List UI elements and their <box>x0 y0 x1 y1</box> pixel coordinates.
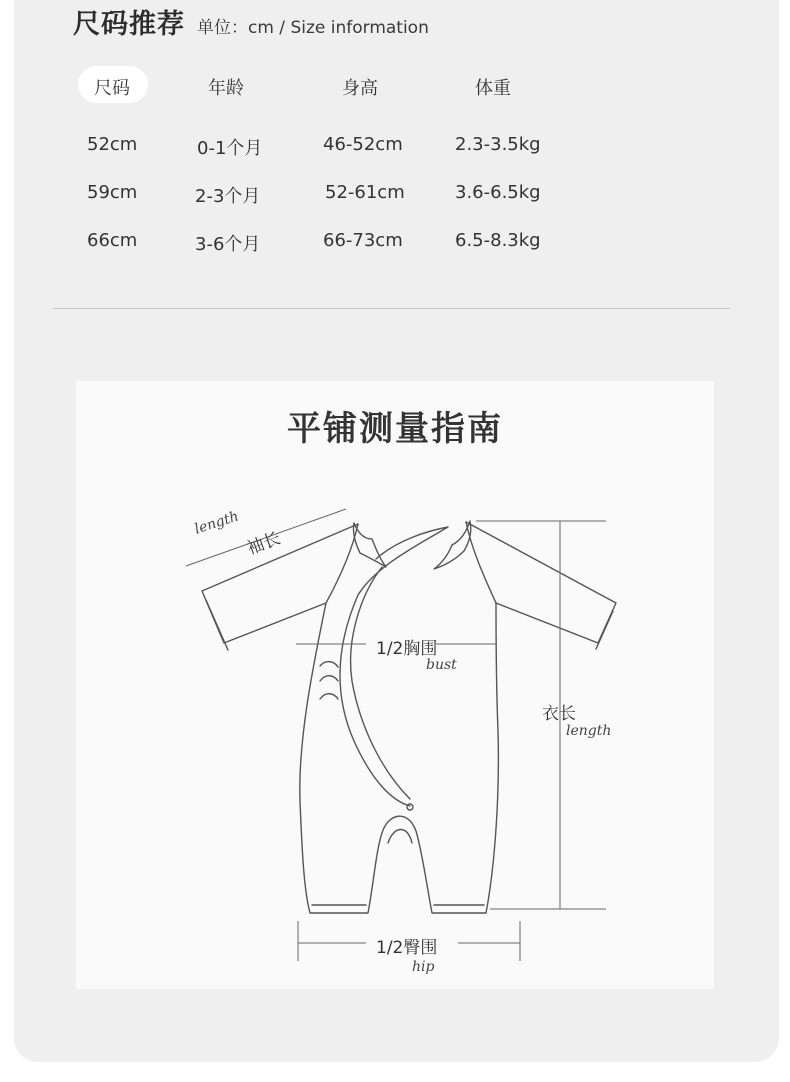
table-cell: 3.6-6.5kg <box>455 182 541 203</box>
sleeve-label: 袖长 <box>244 528 284 560</box>
sleeve-script: length <box>192 508 241 538</box>
table-cell: 3-6个月 <box>195 234 261 255</box>
guide-title: 平铺测量指南 <box>287 409 503 449</box>
romper-illustration <box>76 381 714 989</box>
table-cell: 66-73cm <box>323 230 403 251</box>
table-cell: 0-1个月 <box>197 138 263 159</box>
measurement-guide <box>76 381 714 989</box>
header-size: 尺码 <box>94 78 130 99</box>
length-script: length <box>566 723 612 739</box>
section-divider <box>53 308 730 309</box>
bust-script: bust <box>426 657 457 673</box>
header-weight: 体重 <box>475 78 511 99</box>
right-sleeve <box>466 522 616 643</box>
table-cell: 2-3个月 <box>195 186 261 207</box>
bow-decoration <box>320 662 338 699</box>
hip-label: 1/2臀围 <box>376 938 438 958</box>
table-cell: 2.3-3.5kg <box>455 134 541 155</box>
unit-label: 单位：cm / Size information <box>197 18 429 38</box>
header-height: 身高 <box>342 78 378 99</box>
table-cell: 52cm <box>87 134 138 155</box>
romper-body <box>300 522 499 913</box>
hip-script: hip <box>412 959 435 975</box>
table-cell: 52-61cm <box>325 182 405 203</box>
length-label: 衣长 <box>542 704 576 724</box>
bust-label: 1/2胸围 <box>376 639 438 659</box>
size-header <box>73 2 429 41</box>
table-cell: 6.5-8.3kg <box>455 230 541 251</box>
table-cell: 66cm <box>87 230 138 251</box>
collar-left <box>353 523 386 567</box>
table-cell: 46-52cm <box>323 134 403 155</box>
header-age: 年龄 <box>208 78 244 99</box>
table-cell: 59cm <box>87 182 138 203</box>
page-title: 尺码推荐 <box>73 9 185 40</box>
